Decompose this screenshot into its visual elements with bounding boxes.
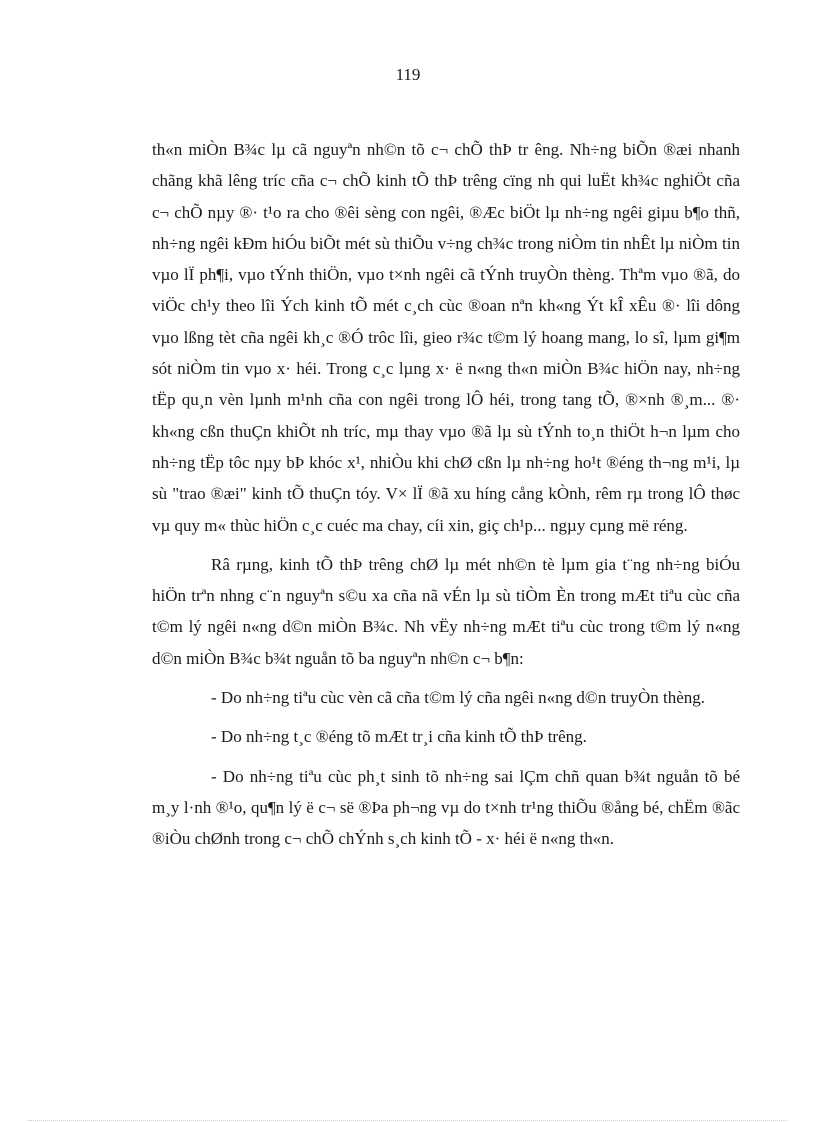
paragraph: Râ rµng, kinh tÕ thÞ trêng chØ lµ mét nh©n tè lµm gia t¨ng nh÷ng biÓu hiÖn trªn nhng c¨n nguyªn s©u xa cña nã vÉn lµ sù tiÒm Èn trong mÆt tiªu cùc cña t©m lý ngêi n«ng d©n miÒn B¾c. Nh vËy nh÷ng mÆt tiªu cùc trong t©m lý n«ng d©n miÒn B¾c b¾t nguån tõ ba nguyªn nh©n c¬ b¶n: <box>152 554 740 668</box>
page-number: 119 <box>395 65 421 84</box>
list-item: - Do nh÷ng t¸c ®éng tõ mÆt tr¸i cña kinh tÕ thÞ trêng. <box>211 727 587 747</box>
body-text <box>152 134 740 863</box>
paragraph: th«n miÒn B¾c lµ cã nguyªn nh©n tõ c¬ chÕ thÞ tr êng. Nh÷ng biÕn ®æi nhanh chãng khã lêng tríc cña c¬ chÕ kinh tÕ thÞ trêng cïng nh qui luËt kh¾c nghiÖt cña c¬ chÕ nµy ®· t¹o ra cho ®êi sèng con ngêi, ®Æc biÖt lµ nh÷ng ngêi giµu b¶o thñ, nh÷ng ngêi kÐm hiÓu biÕt mét sù thiÕu v÷ng ch¾c trong niÒm tin nhÊt lµ niÒm tin vµo lÏ ph¶i, vµo tÝnh thiÖn, vµo t×nh ngêi cã tÝnh truyÒn thèng. Thªm vµo ®ã, do viÖc ch¹y theo lîi Ých kinh tÕ mét c¸ch cùc ®oan nªn kh«ng Ýt kÎ xÊu ®· lîi dông vµo lßng tèt cña ngêi kh¸c ®Ó trôc lîi, gieo r¾c t©m lý hoang mang, lo sî, lµm gi¶m sót niÒm tin vµo x· héi. Trong c¸c lµng x· ë n«ng th«n miÒn B¾c hiÖn nay, nh÷ng tËp qu¸n vèn lµnh m¹nh cña con ngêi trong lÔ héi, trong tang tÕ, ®×nh ®¸m... ®· kh«ng cßn thuÇn khiÕt nh tríc, mµ thay vµo ®ã lµ sù tÝnh to¸n thiÖt h¬n lµm cho nh÷ng tËp tôc nµy bÞ khóc x¹, nhiÒu khi chØ cßn lµ nh÷ng ho¹t ®éng th¬ng m¹i, lµ sù "trao ®æi" kinh tÕ thuÇn tóy. V× lÏ ®ã xu híng cång kÒnh, rêm rµ trong lÔ thøc vµ quy m« thùc hiÖn c¸c cuéc ma chay, cíi xin, giç ch¹p... ngµy cµng më réng. <box>152 140 740 535</box>
list-item: - Do nh÷ng tiªu cùc ph¸t sinh tõ nh÷ng sai lÇm chñ quan b¾t nguån tõ bé m¸y l·nh ®¹o, qu¶n lý ë c¬ së ®Þa ph¬ng vµ do t×nh tr¹ng thiÕu ®ång bé, chËm ®ãc ®iÒu chØnh trong c¬ chÕ chÝnh s¸ch kinh tÕ - x· héi ë n«ng th«n. <box>152 766 740 849</box>
list-item: - Do nh÷ng tiªu cùc vèn cã cña t©m lý cña ngêi n«ng d©n truyÒn thèng. <box>211 688 706 708</box>
page-bottom-divider <box>28 1120 788 1121</box>
